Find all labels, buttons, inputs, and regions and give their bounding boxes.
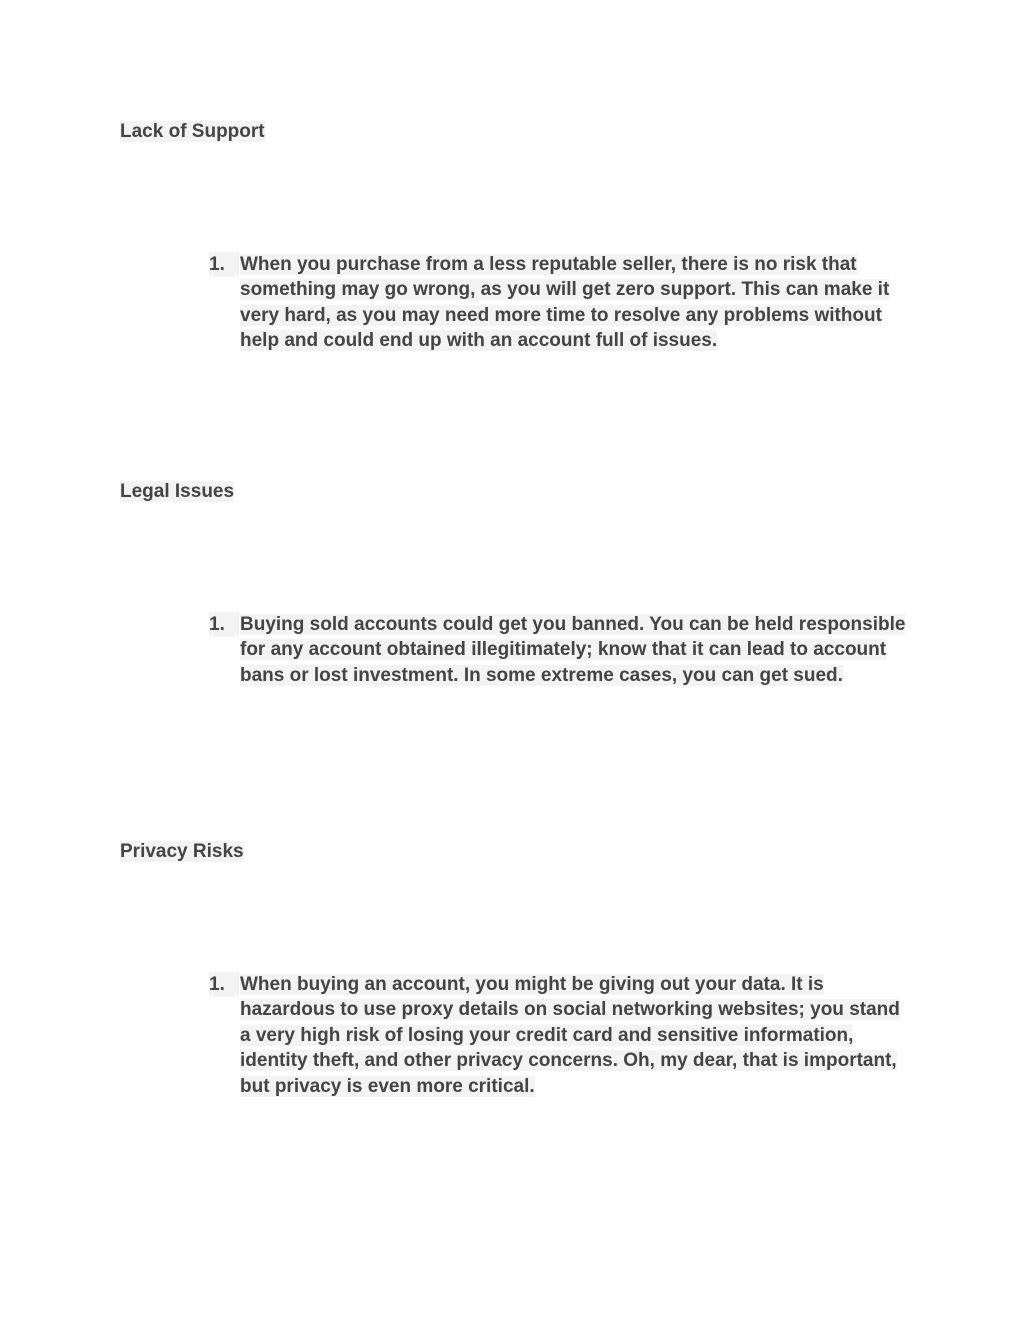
- section-heading-legal-issues: [120, 479, 234, 504]
- list-item-text: [240, 252, 909, 354]
- list-item-text-content: When you purchase from a less reputable seller, there is no risk that something may go wrong, as you will get zero support. This can make it very hard, as you may need more time to resolve any problems without help and could end up with an account full of issues.: [240, 254, 890, 352]
- list-item-text-content: When buying an account, you might be giving out your data. It is hazardous to use proxy details on social networking websites; you stand a very high risk of losing your credit card and sensitive information, identity theft, and other privacy concerns. Oh, my dear, that is important, but privacy is even more critical.: [240, 974, 900, 1097]
- section-heading-lack-of-support: [120, 119, 265, 144]
- list-item-number: 1.: [209, 252, 239, 277]
- list-item-text-content: Buying sold accounts could get you banned. You can be held responsible for any account obtained illegitimately; know that it can lead to account bans or lost investment. In some extreme cases, you can get sued.: [240, 614, 906, 686]
- list-item: [209, 972, 909, 1099]
- list-item-number: 1.: [209, 612, 239, 637]
- list-item: [209, 252, 909, 354]
- list-item-text: [240, 972, 909, 1099]
- list-item: [209, 612, 909, 688]
- section-heading-privacy-risks: [120, 839, 244, 864]
- heading-text: Lack of Support: [120, 121, 265, 142]
- heading-text: Legal Issues: [120, 481, 235, 502]
- list-item-text: [240, 612, 909, 688]
- list-item-number: 1.: [209, 972, 239, 997]
- heading-text: Privacy Risks: [120, 841, 244, 862]
